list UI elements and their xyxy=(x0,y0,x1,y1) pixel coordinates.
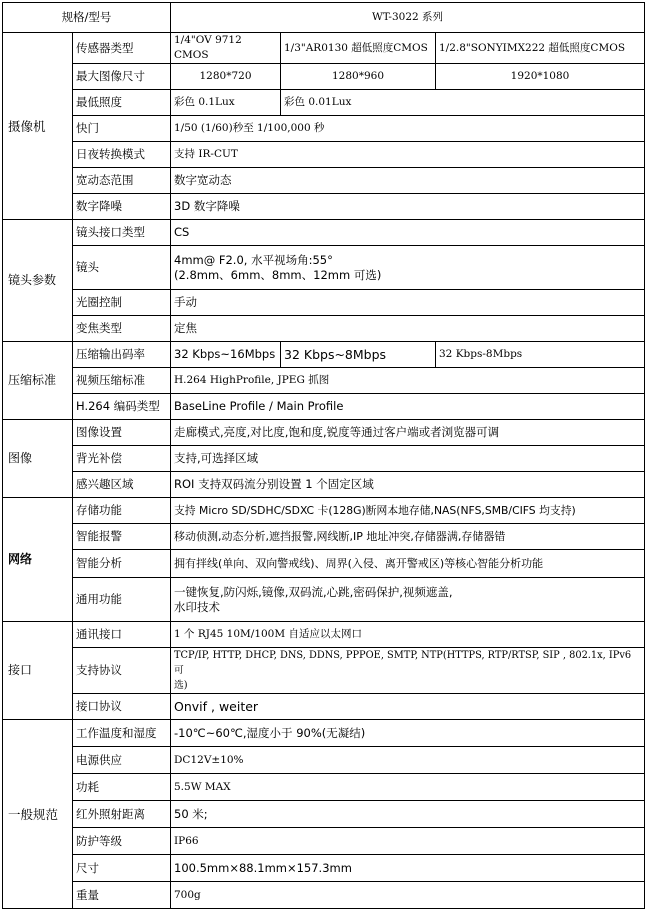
table-row xyxy=(3,622,645,648)
cell-value: 定焦 xyxy=(171,316,645,342)
row-label: 感兴趣区域 xyxy=(73,472,171,498)
header-model: WT-3022 系列 xyxy=(171,3,645,33)
table-row xyxy=(3,90,645,116)
cell-value: 1280*960 xyxy=(281,64,436,90)
cell-value: IP66 xyxy=(171,828,645,855)
table-row xyxy=(3,882,645,909)
cell-value: 1/3"AR0130 超低照度CMOS xyxy=(281,33,436,64)
row-label: 接口协议 xyxy=(73,694,171,720)
cell-value: 支持 Micro SD/SDHC/SDXC 卡(128G)断网本地存储,NAS(NFS,SMB/CIFS 均支持) xyxy=(171,498,645,524)
row-label: 图像设置 xyxy=(73,420,171,446)
group-general: 一般规范 xyxy=(3,720,73,909)
table-row xyxy=(3,801,645,828)
cell-value: 手动 xyxy=(171,290,645,316)
table-row xyxy=(3,420,645,446)
cell-value: 3D 数字降噪 xyxy=(171,194,645,220)
table-row xyxy=(3,524,645,550)
row-label: 视频压缩标准 xyxy=(73,368,171,394)
row-label: 最低照度 xyxy=(73,90,171,116)
cell-value: -10℃~60℃,湿度小于 90%(无凝结) xyxy=(171,720,645,747)
row-label: 最大图像尺寸 xyxy=(73,64,171,90)
row-label: 电源供应 xyxy=(73,747,171,774)
table-row xyxy=(3,316,645,342)
row-label: 存储功能 xyxy=(73,498,171,524)
cell-value: 1 个 RJ45 10M/100M 自适应以太网口 xyxy=(171,622,645,648)
table-row xyxy=(3,747,645,774)
cell-value: 100.5mm×88.1mm×157.3mm xyxy=(171,855,645,882)
table-row xyxy=(3,774,645,801)
row-label: 快门 xyxy=(73,116,171,142)
protocols-line-1: TCP/IP, HTTP, DHCP, DNS, DDNS, PPPOE, SMTP, NTP(HTTPS, RTP/RTSP, SIP , 802.1x, IPv6 可 xyxy=(174,650,632,676)
group-compression: 压缩标准 xyxy=(3,342,73,420)
cell-value: 1/2.8"SONYIMX222 超低照度CMOS xyxy=(436,33,645,64)
group-interface: 接口 xyxy=(3,622,73,720)
row-label: 镜头接口类型 xyxy=(73,220,171,246)
row-label: 压缩输出码率 xyxy=(73,342,171,368)
group-camera: 摄像机 xyxy=(3,33,73,220)
cell-value: 700g xyxy=(171,882,645,909)
cell-value: 32 Kbps~8Mbps xyxy=(281,342,436,368)
table-row xyxy=(3,342,645,368)
group-network: 网络 xyxy=(3,498,73,622)
table-row xyxy=(3,578,645,622)
cell-value: 支持 IR-CUT xyxy=(171,142,645,168)
table-row xyxy=(3,194,645,220)
table-row xyxy=(3,550,645,578)
cell-value: 1920*1080 xyxy=(436,64,645,90)
row-label: 智能报警 xyxy=(73,524,171,550)
cell-value: 彩色 0.01Lux xyxy=(281,90,645,116)
cell-value xyxy=(171,578,645,622)
row-label: 重量 xyxy=(73,882,171,909)
cell-value xyxy=(171,246,645,290)
table-row xyxy=(3,648,645,694)
spec-table xyxy=(2,2,645,909)
table-row xyxy=(3,828,645,855)
row-label: 光圈控制 xyxy=(73,290,171,316)
cell-value: 1/50 (1/60)秒至 1/100,000 秒 xyxy=(171,116,645,142)
table-row xyxy=(3,246,645,290)
cell-value: 走廊模式,亮度,对比度,饱和度,锐度等通过客户端或者浏览器可调 xyxy=(171,420,645,446)
header-row xyxy=(3,3,645,33)
row-label: 传感器类型 xyxy=(73,33,171,64)
cell-value: 拥有拌线(单向、双向警戒线)、周界(入侵、离开警戒区)等核心智能分析功能 xyxy=(171,550,645,578)
table-row xyxy=(3,116,645,142)
cell-value: ROI 支持双码流分别设置 1 个固定区域 xyxy=(171,472,645,498)
row-label: 智能分析 xyxy=(73,550,171,578)
table-row xyxy=(3,694,645,720)
table-row xyxy=(3,472,645,498)
cell-value xyxy=(171,648,645,694)
table-row xyxy=(3,446,645,472)
table-row xyxy=(3,498,645,524)
table-row xyxy=(3,855,645,882)
table-row xyxy=(3,33,645,64)
table-row xyxy=(3,220,645,246)
cell-value: 1280*720 xyxy=(171,64,281,90)
general-fn-line-1: 一键恢复,防闪烁,镜像,双码流,心跳,密码保护,视频遮盖, xyxy=(174,584,453,599)
row-label: 功耗 xyxy=(73,774,171,801)
cell-value: 移动侦测,动态分析,遮挡报警,网线断,IP 地址冲突,存储器满,存储器错 xyxy=(171,524,645,550)
group-lens: 镜头参数 xyxy=(3,220,73,342)
cell-value: 彩色 0.1Lux xyxy=(171,90,281,116)
cell-value: 5.5W MAX xyxy=(171,774,645,801)
table-row xyxy=(3,368,645,394)
row-label: 变焦类型 xyxy=(73,316,171,342)
row-label: 数字降噪 xyxy=(73,194,171,220)
row-label: 工作温度和湿度 xyxy=(73,720,171,747)
protocols-line-2: 选) xyxy=(174,680,188,691)
cell-value: H.264 HighProfile, JPEG 抓图 xyxy=(171,368,645,394)
cell-value: Onvif , weiter xyxy=(171,694,645,720)
row-label: 通讯接口 xyxy=(73,622,171,648)
row-label: 防护等级 xyxy=(73,828,171,855)
lens-line-1: 4mm@ F2.0, 水平视场角:55° xyxy=(174,252,333,267)
row-label: 镜头 xyxy=(73,246,171,290)
table-row xyxy=(3,64,645,90)
row-label: 背光补偿 xyxy=(73,446,171,472)
general-fn-line-2: 水印技术 xyxy=(174,599,220,614)
cell-value: BaseLine Profile / Main Profile xyxy=(171,394,645,420)
group-image: 图像 xyxy=(3,420,73,498)
table-row xyxy=(3,168,645,194)
table-row xyxy=(3,290,645,316)
cell-value: 支持,可选择区域 xyxy=(171,446,645,472)
cell-value: 50 米; xyxy=(171,801,645,828)
cell-value: 1/4"OV 9712 CMOS xyxy=(171,33,281,64)
table-row xyxy=(3,394,645,420)
cell-value: DC12V±10% xyxy=(171,747,645,774)
cell-value: 32 Kbps-8Mbps xyxy=(436,342,645,368)
row-label: 日夜转换模式 xyxy=(73,142,171,168)
table-row xyxy=(3,142,645,168)
row-label: 支持协议 xyxy=(73,648,171,694)
cell-value: 数字宽动态 xyxy=(171,168,645,194)
row-label: 尺寸 xyxy=(73,855,171,882)
row-label: 红外照射距离 xyxy=(73,801,171,828)
row-label: H.264 编码类型 xyxy=(73,394,171,420)
row-label: 通用功能 xyxy=(73,578,171,622)
row-label: 宽动态范围 xyxy=(73,168,171,194)
cell-value: 32 Kbps~16Mbps xyxy=(171,342,281,368)
table-row xyxy=(3,720,645,747)
header-label: 规格/型号 xyxy=(3,3,171,33)
cell-value: CS xyxy=(171,220,645,246)
lens-line-2: (2.8mm、6mm、8mm、12mm 可选) xyxy=(174,267,382,282)
